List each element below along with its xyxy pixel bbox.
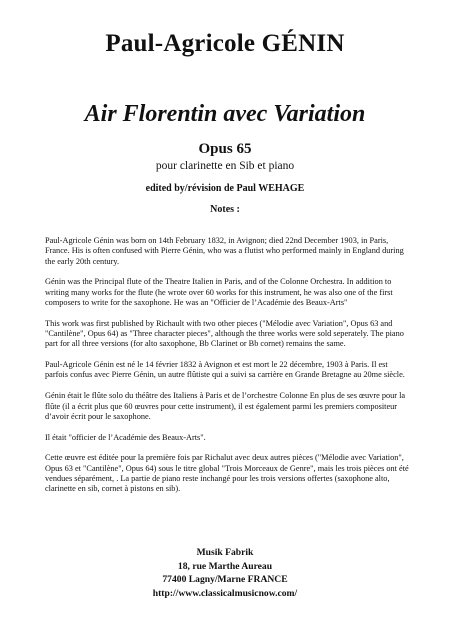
notes-body	[45, 236, 410, 505]
publisher-city: 77400 Lagny/Marne FRANCE	[162, 574, 288, 585]
paragraph: Il était "officier de l’Académie des Beaux-Arts".	[45, 432, 206, 442]
paragraph: This work was first published by Richault with two other pieces ("Mélodie avec Variation", Opus 63 and "Cantilène", Opus 64) as "Three character pieces", although the three works were sold seperately. The piano part for all three versions (for alto saxophone, Bb Clarinet or Bb cornet) remains the same.	[45, 318, 404, 349]
paragraph: Génin était le flûte solo du théâtre des Italiens à Paris et de l’orchestre Colonne En plus de ses œuvre pour la flûte (il a écrit plus que 60 œuvres pour cette instrument), il est également parmi les premiers compositeur d’avoir écrit pour le saxophone.	[45, 391, 406, 421]
composer-name: Paul-Agricole GÉNIN	[105, 30, 345, 57]
editor-credit: edited by/révision de Paul WEHAGE	[145, 183, 305, 194]
paragraph: Cette œuvre est éditée pour la première fois par Richalut avec deux autres pièces ("Mélodie avec Variation", Opus 63 et "Cantilène", Opus 64) sous le titre global "Trois Morceaux de Genre", mais les trois pièces ont été vendues séparément, . La partie de piano reste inchangé pour les trois versions offertes (saxophone alto, clarinette en sib, cornet à pistons en sib).	[45, 453, 409, 494]
instrumentation: pour clarinette en Sib et piano	[155, 160, 295, 172]
publisher-street: 18, rue Marthe Aureau	[177, 560, 273, 572]
publisher-block	[0, 546, 450, 600]
paragraph: Génin was the Principal flute of the Theatre Italien in Paris, and of the Colonne Orchestra. In addition to writing many works for the flute (he wrote over 60 works for this instrument, he was also one of the first composers to write for the saxophone. He was an "Officier de l’Académie des Beaux-Arts"	[45, 277, 393, 307]
publisher-url: http://www.classicalmusicnow.com/	[152, 587, 298, 599]
publisher-name: Musik Fabrik	[196, 547, 254, 558]
paragraph: Paul-Agricole Génin est né le 14 février 1832 à Avignon et est mort le 22 décembre, 1903 à Paris. Il est parfois confus avec Pierre Génin, un autre flûtiste qui a suivi sa carrière en Grande Bretagne au 20me siècle.	[45, 360, 405, 380]
notes-heading: Notes :	[210, 204, 240, 215]
paragraph: Paul-Agricole Génin was born on 14th February 1832, in Avignon; died 22nd December 1903, in Paris, France. His is often confused with Pierre Génin, who was a flutist who performed mainly in England during the early 20th century.	[45, 236, 404, 266]
work-title: Air Florentin avec Variation	[84, 101, 366, 127]
opus-number: Opus 65	[198, 141, 252, 157]
